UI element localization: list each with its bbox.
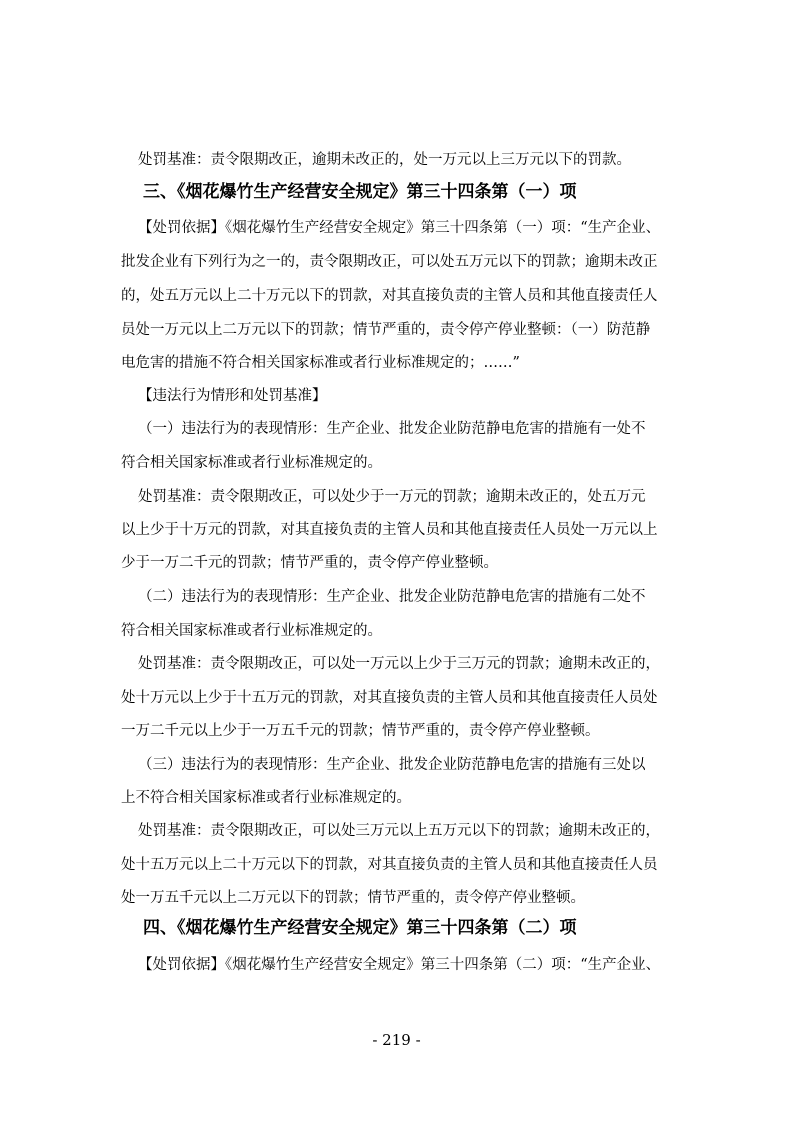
paragraph-line: 处罚基准：责令限期改正，逾期未改正的，处一万元以上三万元以下的罚款。 [138, 152, 631, 168]
paragraph-line: 符合相关国家标准或者行业标准规定的。 [121, 455, 382, 471]
paragraph-line: （三）违法行为的表现情形：生产企业、批发企业防范静电危害的措施有三处以 [138, 757, 646, 773]
paragraph-line: 符合相关国家标准或者行业标准规定的。 [121, 623, 382, 639]
paragraph-line: 处一万五千元以上二万元以下的罚款；情节严重的，责令停产停业整顿。 [121, 890, 585, 906]
paragraph-line: 少于一万二千元的罚款；情节严重的，责令停产停业整顿。 [121, 555, 498, 571]
paragraph-line: （一）违法行为的表现情形：生产企业、批发企业防范静电危害的措施有一处不 [138, 421, 646, 437]
section-heading: 四、《烟花爆竹生产经营安全规定》第三十四条第（二）项 [143, 918, 577, 938]
paragraph-line: 【处罚依据】《烟花爆竹生产经营安全规定》第三十四条第（一）项：“生产企业、 [138, 220, 661, 236]
paragraph-line: 处十五万元以上二十万元以下的罚款，对其直接负责的主管人员和其他直接责任人员 [121, 857, 658, 873]
paragraph-line: 批发企业有下列行为之一的，责令限期改正，可以处五万元以下的罚款；逾期未改正 [121, 254, 658, 270]
paragraph-line: 处十万元以上少于十五万元的罚款，对其直接负责的主管人员和其他直接责任人员处 [121, 690, 658, 706]
paragraph-line: 【违法行为情形和处罚基准】 [138, 388, 327, 404]
paragraph-line: 一万二千元以上少于一万五千元的罚款；情节严重的，责令停产停业整顿。 [121, 723, 600, 739]
paragraph-line: 员处一万元以上二万元以下的罚款；情节严重的，责令停产停业整顿：（一）防范静 [121, 322, 651, 338]
paragraph-line: 【处罚依据】《烟花爆竹生产经营安全规定》第三十四条第（二）项：“生产企业、 [138, 957, 661, 973]
paragraph-line: （二）违法行为的表现情形：生产企业、批发企业防范静电危害的措施有二处不 [138, 589, 646, 605]
paragraph-line: 处罚基准：责令限期改正，可以处一万元以上少于三万元的罚款；逾期未改正的， [138, 656, 660, 672]
paragraph-line: 以上少于十万元的罚款，对其直接负责的主管人员和其他直接责任人员处一万元以上 [121, 522, 658, 538]
paragraph-line: 电危害的措施不符合相关国家标准或者行业标准规定的；……” [121, 355, 520, 371]
paragraph-line: 处罚基准：责令限期改正，可以处少于一万元的罚款；逾期未改正的，处五万元 [138, 489, 646, 505]
paragraph-line: 上不符合相关国家标准或者行业标准规定的。 [121, 790, 411, 806]
section-heading: 三、《烟花爆竹生产经营安全规定》第三十四条第（一）项 [143, 182, 577, 202]
paragraph-line: 处罚基准：责令限期改正，可以处三万元以上五万元以下的罚款；逾期未改正的， [138, 823, 660, 839]
page-number: - 219 - [372, 1031, 421, 1049]
paragraph-line: 的，处五万元以上二十万元以下的罚款，对其直接负责的主管人员和其他直接责任人 [121, 288, 658, 304]
